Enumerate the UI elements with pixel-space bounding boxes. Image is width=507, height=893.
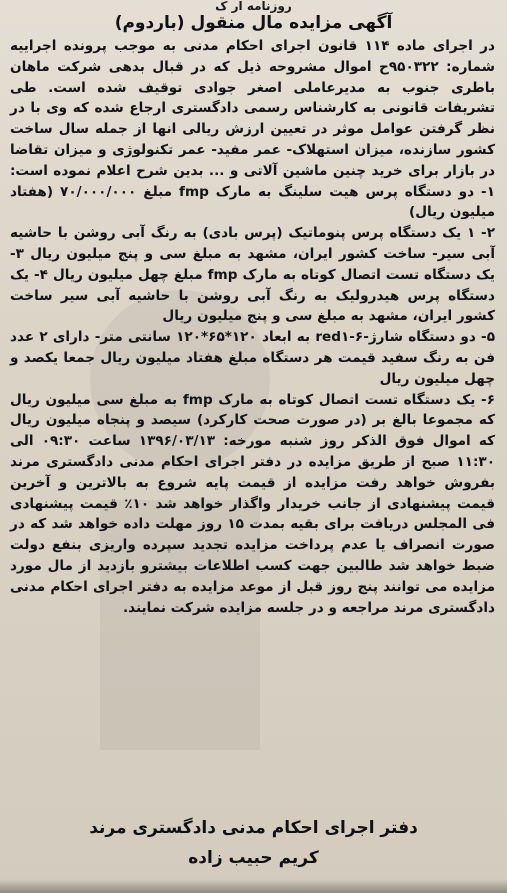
notice-body [10,36,495,618]
notice-title: آگهی مزایده مال منقول (باردوم) [114,13,393,33]
signature-office: دفتر اجرای احکام مدنی دادگستری مرند [89,818,418,838]
paragraph-item-5: ۵- دو دستگاه شارژ-red۱-۶ به ابعاد ۱۲۰*۶۵*۱۲۰ سانتی متر- دارای ۲ عدد فن به رنگ سفید قیمت هر دستگاه مبلغ هفتاد میلیون ریال جمعا یکصد و چهل میلیون ریال [10,329,495,387]
paragraph-intro: در اجرای ماده ۱۱۴ قانون اجرای احکام مدنی به موجب پرونده اجراییه شماره: ۹۵۰۳۲۲ح اموال مشروحه ذیل که در قبال بدهی شرکت ماهان باطری جنوب به مدیرعاملی اصغر جوادی توقیف شده است. طی تشریفات قانونی به کارشناس رسمی دادگستری ارجاع شده که وی با در نظر گرفتن عوامل موثر در تعیین ارزش ریالی انها از جمله سال ساخت کشور سازنده، میزان استهلاک- عمر مفید- عمر تکنولوژی و میزان تقاضا در بازار برای خرید چنین ماشین آلاتی و ... بدین شرح اعلام نموده است: ۱- دو دستگاه پرس هیت سلینگ به مارک fmp مبلغ ۷۰/۰۰۰/۰۰۰ (هفتاد میلیون ریال) [10,38,495,221]
paragraph-item-6: ۶- یک دستگاه تست اتصال کوتاه به مارک fmp به مبلغ سی میلیون ریال که مجموعا بالغ بر (در صورت صحت کارکرد) سیصد و پنجاه میلیون ریال که اموال فوق الذکر روز شنبه مورخه: ۱۳۹۶/۰۳/۱۳ ساعت ۰۹:۳۰ الی ۱۱:۳۰ صبح از طریق مزایده در دفتر اجرای احکام مدنی دادگستری مرند بفروش خواهد رفت مزایده از قیمت پایه شروع به بالاترین و آخرین قیمت پیشنهادی از جانب خریدار واگذار خواهد شد ۱۰٪ قیمت پیشنهادی فی المجلس دریافت برای بقیه بمدت ۱۵ روز مهلت داده خواهد شد که در صورت انصراف یا عدم پرداخت مزایده تجدید سپرده واریزی بنفع دولت ضبط خواهد شد طالبین جهت کسب اطلاعات بیشترو بازدید از مال مورد مزایده می توانند پنج روز قبل از موعد مزایده به دفتر اجرای احکام مدنی دادگستری مرند مراجعه و در جلسه مزایده شرکت نمایند. [10,391,495,616]
paper-bottom-edge [0,879,507,893]
masthead: روزنامه ار ک [215,0,292,13]
paragraph-item-2: ۲- ۱ یک دستگاه پرس پنوماتیک (پرس بادی) به رنگ آبی روشن با حاشیه آبی سیر- ساخت کشور ایران، مشهد به مبلغ سی و پنج میلیون ریال ۳- یک دستگاه تست اتصال کوتاه به مارک fmp مبلغ چهل میلیون ریال ۴- یک دستگاه پرس هیدرولیک به رنگ آبی روشن با حاشیه آبی سیر ساخت کشور ایران، مشهد به مبلغ سی و پنج میلیون ریال [10,225,496,325]
signature-name: کریم حبیب زاده [188,848,319,868]
